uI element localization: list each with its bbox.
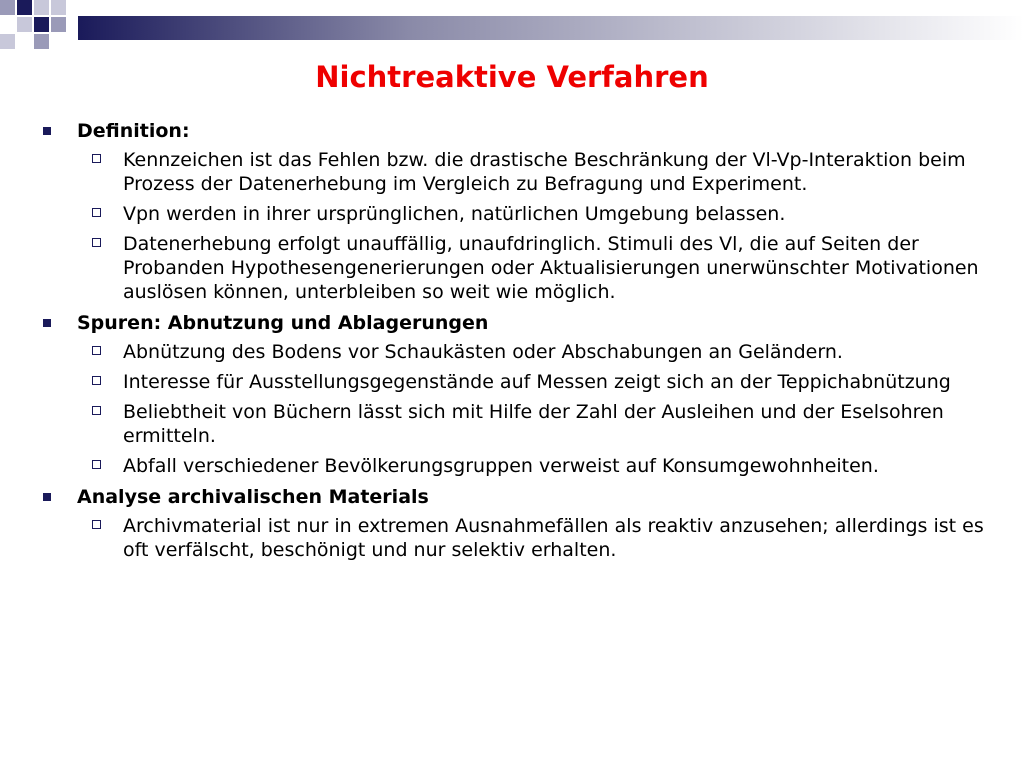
section-archiv <box>40 484 1000 562</box>
deco-square <box>51 0 66 15</box>
square-bullet-icon <box>43 127 51 135</box>
section-spuren <box>40 310 1000 478</box>
deco-square <box>0 34 15 49</box>
deco-square <box>0 0 15 15</box>
hollow-square-bullet-icon <box>92 238 101 247</box>
section-heading: Definition: <box>77 120 190 142</box>
sub-bullet-text: Abnützung des Bodens vor Schaukästen oder Abschabungen an Geländern. <box>123 341 843 363</box>
header-gradient-bar <box>78 16 1024 40</box>
hollow-square-bullet-icon <box>92 208 101 217</box>
sub-bullet <box>40 454 1000 478</box>
sub-bullet-text: Abfall verschiedener Bevölkerungsgruppen verweist auf Konsumgewohnheiten. <box>123 455 879 477</box>
section-heading: Analyse archivalischen Materials <box>77 486 429 508</box>
sub-bullet <box>40 340 1000 364</box>
deco-square <box>34 0 49 15</box>
square-bullet-icon <box>43 319 51 327</box>
deco-square <box>34 34 49 49</box>
hollow-square-bullet-icon <box>92 520 101 529</box>
sub-bullet-text: Datenerhebung erfolgt unauffällig, unaufdringlich. Stimuli des Vl, die auf Seiten der Probanden Hypothesengenerierungen oder Aktualisierungen unerwünschter Motivationen auslösen können, unterbleiben so weit wie möglich. <box>123 233 979 303</box>
hollow-square-bullet-icon <box>92 460 101 469</box>
deco-square <box>34 17 49 32</box>
section-heading: Spuren: Abnutzung und Ablagerungen <box>77 312 489 334</box>
square-bullet-icon <box>43 493 51 501</box>
slide-title: Nichtreaktive Verfahren <box>315 60 709 94</box>
sub-bullet-text: Beliebtheit von Büchern lässt sich mit Hilfe der Zahl der Ausleihen und der Eselsohren ermitteln. <box>123 401 944 447</box>
sub-bullet-text: Archivmaterial ist nur in extremen Ausnahmefällen als reaktiv anzusehen; allerdings ist es oft verfälscht, beschönigt und nur selektiv erhalten. <box>123 515 984 561</box>
bullet-heading <box>40 310 1000 336</box>
deco-square <box>17 0 32 15</box>
sub-bullet-text: Kennzeichen ist das Fehlen bzw. die drastische Beschränkung der Vl-Vp-Interaktion beim Prozess der Datenerhebung im Vergleich zu Befragung und Experiment. <box>123 149 966 195</box>
slide-content <box>40 118 1000 568</box>
hollow-square-bullet-icon <box>92 346 101 355</box>
bullet-heading <box>40 118 1000 144</box>
hollow-square-bullet-icon <box>92 154 101 163</box>
sub-bullet <box>40 514 1000 562</box>
deco-square <box>17 17 32 32</box>
sub-bullet <box>40 370 1000 394</box>
sub-bullet-text: Interesse für Ausstellungsgegenstände auf Messen zeigt sich an der Teppichabnützung <box>123 371 951 393</box>
corner-decoration <box>0 0 1024 60</box>
sub-bullet-text: Vpn werden in ihrer ursprünglichen, natürlichen Umgebung belassen. <box>123 203 786 225</box>
sub-bullet <box>40 202 1000 226</box>
hollow-square-bullet-icon <box>92 406 101 415</box>
bullet-heading <box>40 484 1000 510</box>
sub-bullet <box>40 232 1000 304</box>
section-definition <box>40 118 1000 304</box>
hollow-square-bullet-icon <box>92 376 101 385</box>
deco-square <box>51 17 66 32</box>
sub-bullet <box>40 148 1000 196</box>
sub-bullet <box>40 400 1000 448</box>
